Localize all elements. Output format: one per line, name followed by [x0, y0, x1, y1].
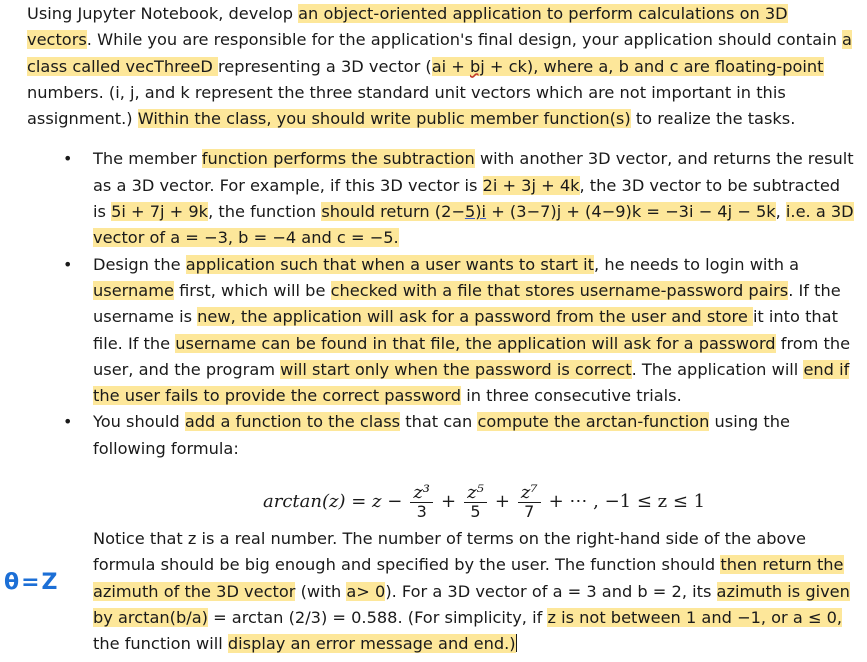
- bullet-dot: •: [63, 149, 73, 169]
- text: , the 3D vector to be subtracted is: [93, 175, 841, 222]
- task-subtraction: [27, 146, 855, 251]
- bullet-dot: •: [63, 254, 73, 274]
- plus-sign: +: [494, 491, 510, 513]
- highlight: 2i + 3j + 4k: [482, 175, 580, 195]
- highlight: 5i + 7j + 9k: [111, 202, 209, 222]
- highlight: display an error message and end.): [227, 634, 516, 654]
- highlight: z is not between 1 and −1, or a ≤ 0,: [547, 607, 843, 627]
- numerator: z⁷: [518, 484, 541, 503]
- text: that can: [400, 412, 478, 432]
- highlight: checked with a file that stores username-password pairs: [330, 280, 789, 300]
- text: the function will: [93, 634, 228, 654]
- intro-text-1: Using Jupyter Notebook, develop: [27, 4, 299, 23]
- text: Design the: [93, 254, 186, 274]
- text: . The application will: [631, 359, 804, 379]
- text: with another 3D vector, and returns the result as a 3D vector. For example, if this 3D vector is: [93, 149, 854, 195]
- closing-paragraph: [93, 526, 855, 657]
- text: in three consecutive trials.: [461, 386, 682, 406]
- text: it into that file. If the: [93, 307, 838, 353]
- intro-highlight-4: Within the class, you should write public member function(s): [137, 109, 631, 129]
- highlight: username: [93, 280, 174, 300]
- numerator: z⁵: [464, 484, 487, 503]
- text-cursor: [516, 634, 517, 652]
- highlight: function performs the subtraction: [201, 149, 475, 169]
- text: = arctan (2/3) = 0.588. (For simplicity, if: [207, 607, 548, 627]
- highlight: compute the arctan-function: [477, 412, 710, 432]
- formula-term-2: [464, 484, 487, 521]
- text: from the user, and the program: [93, 333, 851, 379]
- intro-text-4: numbers. (i, j, and k represent the three standard unit vectors which are not important in this assignment.): [27, 82, 786, 129]
- formula-tail: + ⋯ , −1 ≤ z ≤ 1: [548, 491, 706, 513]
- text: Notice that z is a real number. The number of terms on the right-hand side of the above formula should be big enough and specified by the user. The function should: [93, 529, 806, 575]
- text: You should: [93, 412, 185, 432]
- denominator: 3: [416, 502, 427, 522]
- text: + (3−7)j + (4−9)k = −3i − 4j − 5k: [486, 202, 776, 222]
- numerator: z³: [410, 484, 433, 503]
- denominator: 7: [524, 502, 535, 522]
- highlight: then return the azimuth of the 3D vector: [93, 555, 844, 601]
- handwritten-annotation: θ=Z: [4, 570, 60, 595]
- intro-text-2: . While you are responsible for the application's final design, your application should contain: [86, 30, 843, 50]
- formula-lhs: arctan(z) = z −: [263, 491, 403, 513]
- task-list: [27, 146, 855, 657]
- intro-highlight-1: an object-oriented application to perform calculations on 3D vectors: [27, 4, 788, 50]
- intro-text-3: representing a 3D vector (: [217, 56, 432, 76]
- text: ,: [775, 202, 786, 222]
- intro-paragraph: [27, 0, 855, 132]
- formula-term-1: [410, 484, 433, 521]
- highlight: azimuth is given by arctan(b/a): [93, 581, 850, 627]
- highlight: username can be found in that file, the application will ask for a password: [175, 333, 776, 353]
- highlight: will start only when the password is correct: [280, 359, 632, 379]
- task-login: [27, 252, 855, 410]
- text: (with: [295, 581, 347, 601]
- highlight: i.e. a 3D vector of a = −3, b = −4 and c = −5.: [93, 202, 854, 248]
- highlight: add a function to the class: [184, 412, 401, 432]
- intro-highlight-3a: ai +: [431, 56, 470, 76]
- text: should return (2−: [321, 202, 465, 222]
- intro-highlight-3: [432, 57, 824, 76]
- intro-text-5: to realize the tasks.: [630, 109, 796, 129]
- highlight: [321, 202, 775, 221]
- document-body: [27, 0, 855, 658]
- formula-term-3: [518, 484, 541, 521]
- underlined-text: 5)i: [464, 202, 487, 222]
- highlight: a> 0: [346, 581, 386, 601]
- text: first, which will be: [173, 280, 331, 300]
- highlight: new, the application will ask for a password from the user and store: [197, 307, 753, 327]
- text: , he needs to login with a: [594, 254, 800, 274]
- text: ). For a 3D vector of a = 3 and b = 2, its: [385, 581, 717, 601]
- arctan-formula: [93, 466, 855, 524]
- bullet-dot: •: [63, 412, 73, 432]
- denominator: 5: [470, 502, 481, 522]
- highlight: end if the user fails to provide the correct password: [93, 359, 850, 406]
- spellcheck-word: bj: [469, 56, 485, 76]
- highlight: application such that when a user wants to start it: [185, 254, 595, 274]
- intro-highlight-3c: + ck), where a, b and c are floating-point: [484, 56, 824, 76]
- task-arctan: [27, 409, 855, 657]
- text: . If the username is: [93, 280, 841, 327]
- text: , the function: [208, 202, 322, 222]
- text: The member: [93, 149, 202, 169]
- intro-highlight-2: a class called vecThreeD: [27, 30, 852, 76]
- text: using the following formula:: [93, 412, 790, 458]
- plus-sign: +: [441, 491, 457, 513]
